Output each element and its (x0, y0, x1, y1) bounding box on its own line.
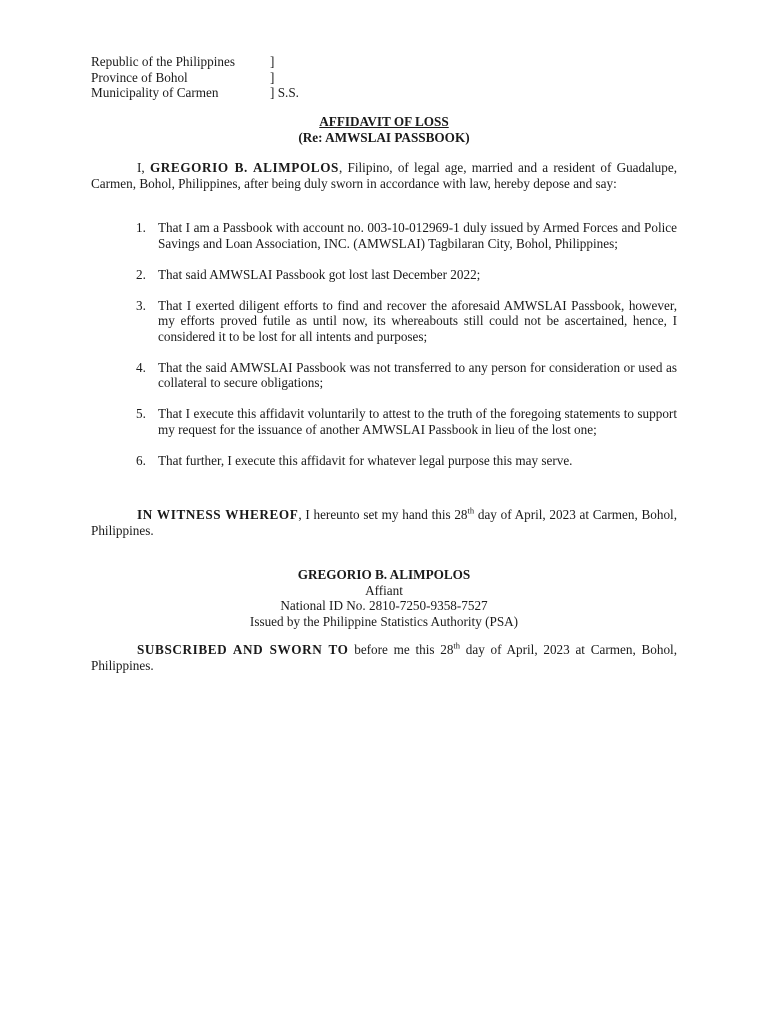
venue-mark: ] (270, 54, 275, 69)
item-number: 6. (136, 452, 146, 468)
witness-text-a: , I hereunto set my hand this 28 (298, 507, 468, 522)
affiant-name: GREGORIO B. ALIMPOLOS (297, 567, 471, 582)
signature-block (0, 567, 768, 629)
list-item (91, 406, 677, 437)
list-item (91, 298, 677, 345)
venue-mark: ] S.S. (270, 85, 299, 100)
venue-label: Municipality of Carmen (91, 85, 219, 100)
venue-label: Republic of the Philippines (91, 54, 235, 69)
intro-text: , Filipino, of legal age, married and a resident of Guadalupe, Carmen, Bohol, Philippines, after being duly sworn in accordance with law, hereby depose and say: (91, 160, 677, 191)
jurat-lead: SUBSCRIBED AND SWORN TO (137, 642, 349, 657)
list-item (91, 453, 677, 469)
item-text: That further, I execute this affidavit for whatever legal purpose this may serve. (158, 452, 573, 468)
title-main: AFFIDAVIT OF LOSS (319, 114, 449, 129)
item-text: That I exerted diligent efforts to find and recover the aforesaid AMWSLAI Passbook, however, my efforts proved futile as until now, its whereabouts still could not be ascertained, hence, I considered it to be lost for all intents and purposes; (158, 297, 677, 344)
id-issuer: Issued by the Philippine Statistics Authority (PSA) (249, 613, 519, 629)
item-number: 5. (136, 406, 146, 421)
jurat-text-a: before me this 28 (348, 642, 454, 657)
affiant-role: Affiant (365, 582, 403, 598)
document-title (0, 114, 768, 145)
list-item (91, 360, 677, 391)
title-sub: (Re: AMWSLAI PASSBOOK) (298, 129, 470, 145)
item-number: 2. (136, 266, 146, 282)
witness-text-b: day of April, 2023 at Carmen, Bohol, Philippines. (91, 507, 678, 538)
item-number: 3. (136, 297, 146, 313)
item-number: 1. (136, 220, 146, 235)
statement-list (91, 220, 677, 484)
venue-row (91, 70, 299, 86)
list-item (91, 267, 677, 283)
national-id: National ID No. 2810-7250-9358-7527 (280, 598, 488, 613)
intro-paragraph (91, 160, 677, 191)
item-text: That I execute this affidavit voluntarily to attest to the truth of the foregoing statements to support my request for the issuance of another AMWSLAI Passbook in lieu of the lost one; (158, 406, 677, 437)
venue-mark: ] (270, 69, 275, 85)
intro-prefix: I, (137, 160, 150, 175)
venue-row (91, 54, 299, 70)
witness-lead: IN WITNESS WHEREOF (137, 507, 299, 522)
affiant-name-inline: GREGORIO B. ALIMPOLOS (149, 160, 339, 175)
jurat-text-b: day of April, 2023 at Carmen, Bohol, Philippines. (91, 642, 677, 673)
list-item (91, 220, 677, 251)
witness-paragraph (91, 507, 677, 538)
item-text: That the said AMWSLAI Passbook was not transferred to any person for consideration or used as collateral to secure obligations; (158, 359, 677, 390)
venue-block (91, 54, 299, 101)
jurat-ordinal: th (453, 640, 461, 651)
item-number: 4. (136, 359, 146, 375)
jurat-paragraph (91, 642, 677, 673)
venue-row (91, 85, 299, 101)
witness-ordinal: th (467, 505, 475, 516)
venue-label: Province of Bohol (91, 69, 188, 85)
item-text: That said AMWSLAI Passbook got lost last December 2022; (158, 266, 481, 282)
item-text: That I am a Passbook with account no. 003-10-012969-1 duly issued by Armed Forces and Police Savings and Loan Association, INC. (AMWSLAI) Tagbilaran City, Bohol, Philippines; (158, 220, 677, 251)
